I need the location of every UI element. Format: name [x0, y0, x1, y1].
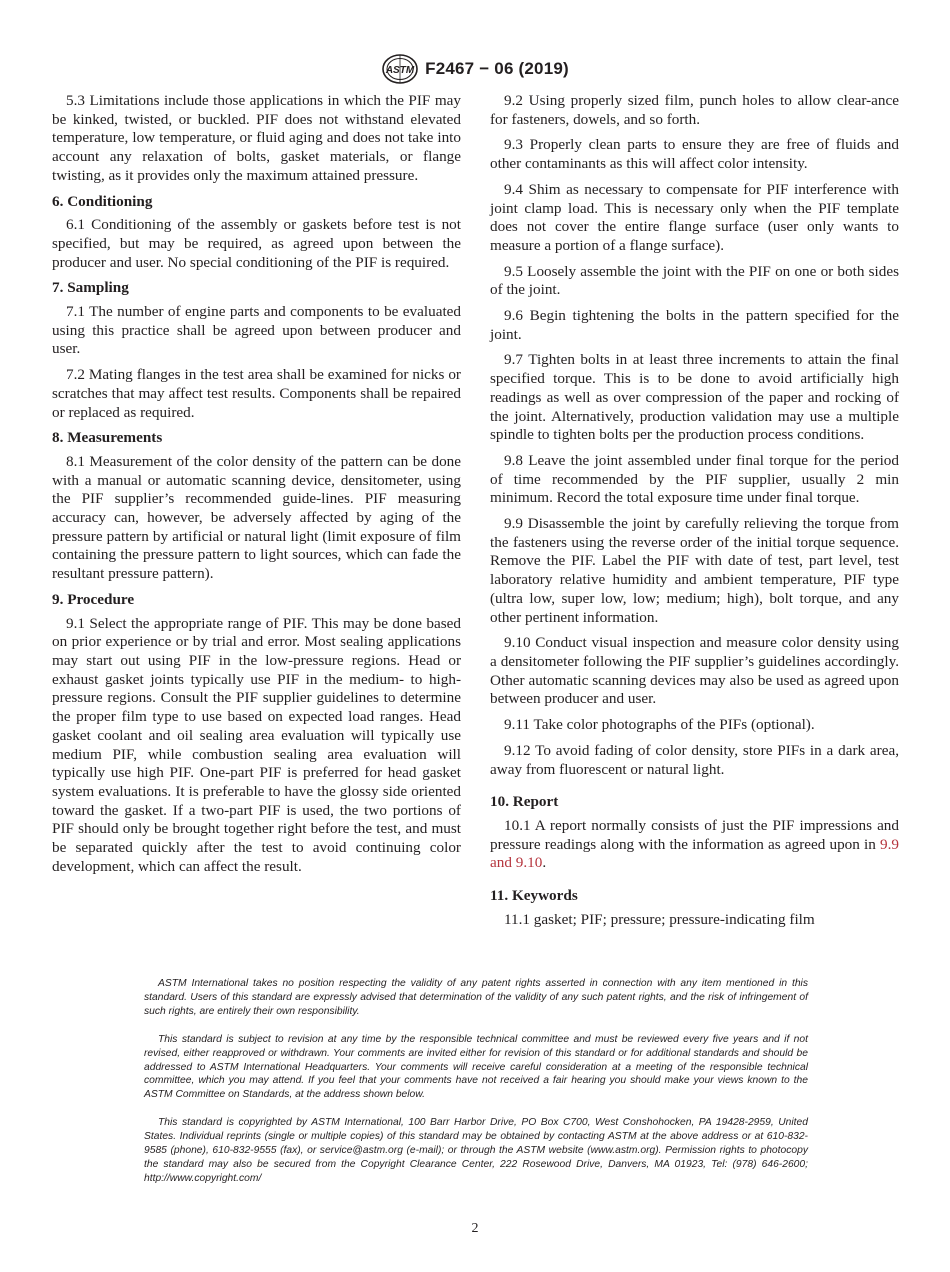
section-9-4: 9.4 Shim as necessary to compensate for PIF interference with joint clamp load. This is necessary only when the PIF template does not cover the entire flange surface (user only wants to measure a portion of a flange surface). [490, 180, 899, 254]
section-7-2: 7.2 Mating flanges in the test area shall be examined for nicks or scratches that may affect test results. Components shall be repaired or replaced as required. [52, 366, 461, 421]
section-9-3: 9.3 Properly clean parts to ensure they are free of fluids and other contaminants as this will affect color intensity. [490, 136, 899, 173]
section-9-7: 9.7 Tighten bolts in at least three increments to attain the final specified torque. This is to be done to avoid artificially high readings as well as over compression of the paper and rocking of the joint. Alternatively, production validation may use a multiple spindle to tighten bolts per the production process conditions. [490, 351, 899, 444]
section-6-1: 6.1 Conditioning of the assembly or gaskets before test is not specified, but may be required, as agreed upon between the producer and user. No special conditioning of the PIF is required. [52, 216, 461, 271]
copyright-notice: This standard is copyrighted by ASTM International, 100 Barr Harbor Drive, PO Box C700, West Conshohocken, PA 19428-2959, United States. Individual reprints (single or multiple copies) of this standard may be obtained by contacting ASTM at the above address or at 610-832-9585 (phone), 610-832-9555 (fax), or service@astm.org (e-mail); or through the ASTM website (www.astm.org). Permission rights to photocopy the standard may also be secured from the Copyright Clearance Center, 222 Rosewood Drive, Danvers, MA 01923, Tel: (978) 646-2600; http://www.copyright.com/ [144, 1117, 808, 1184]
section-9-1: 9.1 Select the appropriate range of PIF. This may be done based on prior experience or by trial and error. Most sealing applications may start out using PIF in the low-pressure regions. Head or exhaust gasket joints typically use PIF in the medium- to high-pressure regions. Consult the PIF supplier guidelines to determine the proper film type to use based on expected load ranges. Head gasket coolant and oil sealing area evaluation will typically use medium PIF, while combustion sealing area evaluation will typically use high PIF. One-part PIF is preferred for head gasket system evaluations. It is preferable to have the glossy side oriented toward the gasket. If a two-part PIF is used, the two portions of PIF should only be brought together right before the test, and must be separated quickly after the test to avoid continuing color development, which can affect the result. [52, 614, 461, 875]
heading-sampling: 7. Sampling [52, 279, 129, 297]
right-column [490, 92, 899, 936]
section-9-9: 9.9 Disassemble the joint by carefully relieving the torque from the fasteners using the reverse order of the initial torque sequence. Remove the PIF. Label the PIF with date of test, part level, test laboratory relative humidity and ambient temperature, PIF type (ultra low, super low, low; medium; high), bolt torque, and any other pertinent information. [490, 515, 899, 626]
section-8-1: 8.1 Measurement of the color density of the pattern can be done with a manual or automatic scanning device, densitometer, using the PIF supplier’s recommended guide-lines. PIF measuring accuracy can, however, be adversely affected by aging of the pressure pattern by artificial or natural light (limit exposure of film containing the pressure pattern to light sources, which can fade the resultant pressure pattern). [52, 452, 461, 583]
left-column [52, 92, 461, 883]
section-9-8: 9.8 Leave the joint assembled under final torque for the period of time recommended by the PIF supplier, usually 2 min minimum. Record the total exposure time under final torque. [490, 451, 899, 507]
section-10-1-end: . [542, 854, 547, 872]
section-10-1-text: 10.1 A report normally consists of just the PIF impressions and pressure readings along with the information as agreed upon in [490, 816, 899, 853]
section-10-1 [490, 817, 899, 873]
cross-reference-link[interactable]: 9.9 and 9.10 [490, 835, 899, 872]
section-11-1: 11.1 gasket; PIF; pressure; pressure-indicating film [504, 910, 815, 928]
patent-notice: ASTM International takes no position respecting the validity of any patent rights asserted in connection with any item mentioned in this standard. Users of this standard are expressly advised that determination of the validity of any such patent rights, and the risk of infringement of such rights, are entirely their own responsibility. [144, 978, 808, 1017]
legal-notices [144, 977, 808, 1200]
section-7-1: 7.1 The number of engine parts and components to be evaluated using this practice shall be agreed upon between producer and user. [52, 303, 461, 358]
heading-procedure: 9. Procedure [52, 590, 135, 608]
section-9-6: 9.6 Begin tightening the bolts in the pattern specified for the joint. [490, 307, 899, 343]
heading-measurements: 8. Measurements [52, 429, 163, 447]
section-9-2: 9.2 Using properly sized film, punch holes to allow clear-ance for fasteners, dowels, and so forth. [490, 92, 899, 128]
section-9-5: 9.5 Loosely assemble the joint with the PIF on one or both sides of the joint. [490, 262, 899, 299]
section-5-3: 5.3 Limitations include those applications in which the PIF may be kinked, twisted, or buckled. PIF does not withstand elevated temperature, low temperature, or fluid aging and does not take into account any relaxation of bolts, gasket materials, or flange twisting, as it provides only the maximum attained pressure. [52, 92, 461, 184]
revision-notice: This standard is subject to revision at any time by the responsible technical committee and must be reviewed every five years and if not revised, either reapproved or withdrawn. Your comments are invited either for revision of this standard or for additional standards and should be addressed to ASTM International Headquarters. Your comments will receive careful consideration at a meeting of the responsible technical committee, which you may attend. If you feel that your comments have not received a fair hearing you should make your views known to the ASTM Committee on Standards, at the address shown below. [144, 1033, 808, 1101]
heading-keywords: 11. Keywords [490, 887, 578, 905]
heading-conditioning: 6. Conditioning [52, 192, 153, 210]
section-9-10: 9.10 Conduct visual inspection and measure color density using a densitometer following the PIF supplier’s guidelines accordingly. Other automatic scanning devices may also be used as agreed upon between producer and user. [490, 634, 899, 708]
svg-text:ASTM: ASTM [385, 65, 415, 76]
section-9-12: 9.12 To avoid fading of color density, store PIFs in a dark area, away from fluorescent or natural light. [490, 741, 899, 778]
section-9-11: 9.11 Take color photographs of the PIFs (optional). [504, 716, 815, 734]
astm-logo-icon [381, 53, 419, 85]
page-number: 2 [471, 1221, 479, 1236]
heading-report: 10. Report [490, 793, 559, 811]
standard-designation: F2467 − 06 (2019) [425, 59, 569, 78]
page-header [0, 52, 950, 86]
